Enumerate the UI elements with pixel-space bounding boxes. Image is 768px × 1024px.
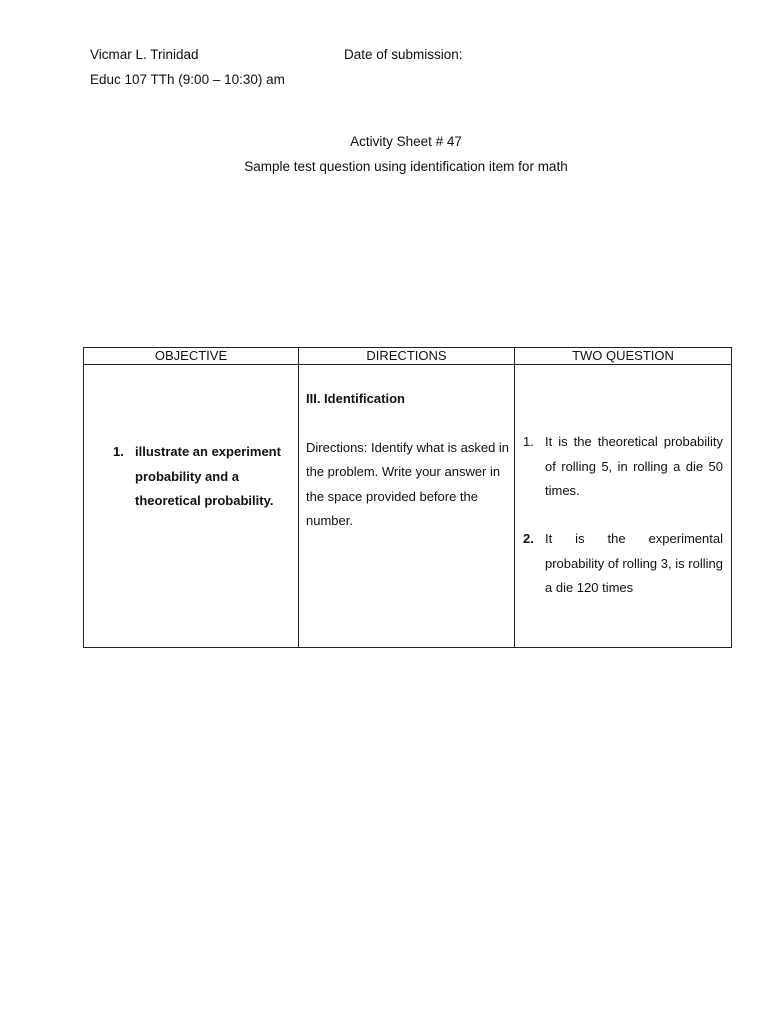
question-text: It is the experimental probability of rolling 3, is rolling a die 120 times [545, 531, 723, 595]
table-header-row [84, 348, 732, 365]
activity-table [83, 347, 732, 648]
question-number: 2. [523, 531, 534, 546]
table-row [84, 365, 732, 648]
header-objective: OBJECTIVE [84, 348, 299, 365]
directions-cell [299, 365, 515, 648]
header-two-question: TWO QUESTION [515, 348, 732, 365]
header-directions: DIRECTIONS [299, 348, 515, 365]
objective-cell [84, 365, 299, 648]
directions-text: Directions: Identify what is asked in the problem. Write your answer in the space provided before the number. [306, 439, 510, 528]
question-item [523, 527, 723, 601]
course-schedule: Educ 107 TTh (9:00 – 10:30) am [90, 72, 285, 87]
objective-text: illustrate an experiment probability and a theoretical probability. [135, 444, 281, 508]
directions-heading: III. Identification [306, 391, 405, 406]
question-item [523, 430, 723, 504]
objective-number: 1. [113, 444, 124, 459]
activity-title: Activity Sheet # 47 [350, 134, 462, 149]
questions-cell [515, 365, 732, 648]
directions-block [306, 387, 512, 534]
question-text: It is the theoretical probability of rolling 5, in rolling a die 50 times. [545, 434, 723, 498]
student-name: Vicmar L. Trinidad [90, 47, 199, 62]
activity-subtitle: Sample test question using identification item for math [244, 159, 568, 174]
date-of-submission-label: Date of submission: [344, 47, 463, 62]
question-number: 1. [523, 434, 534, 449]
